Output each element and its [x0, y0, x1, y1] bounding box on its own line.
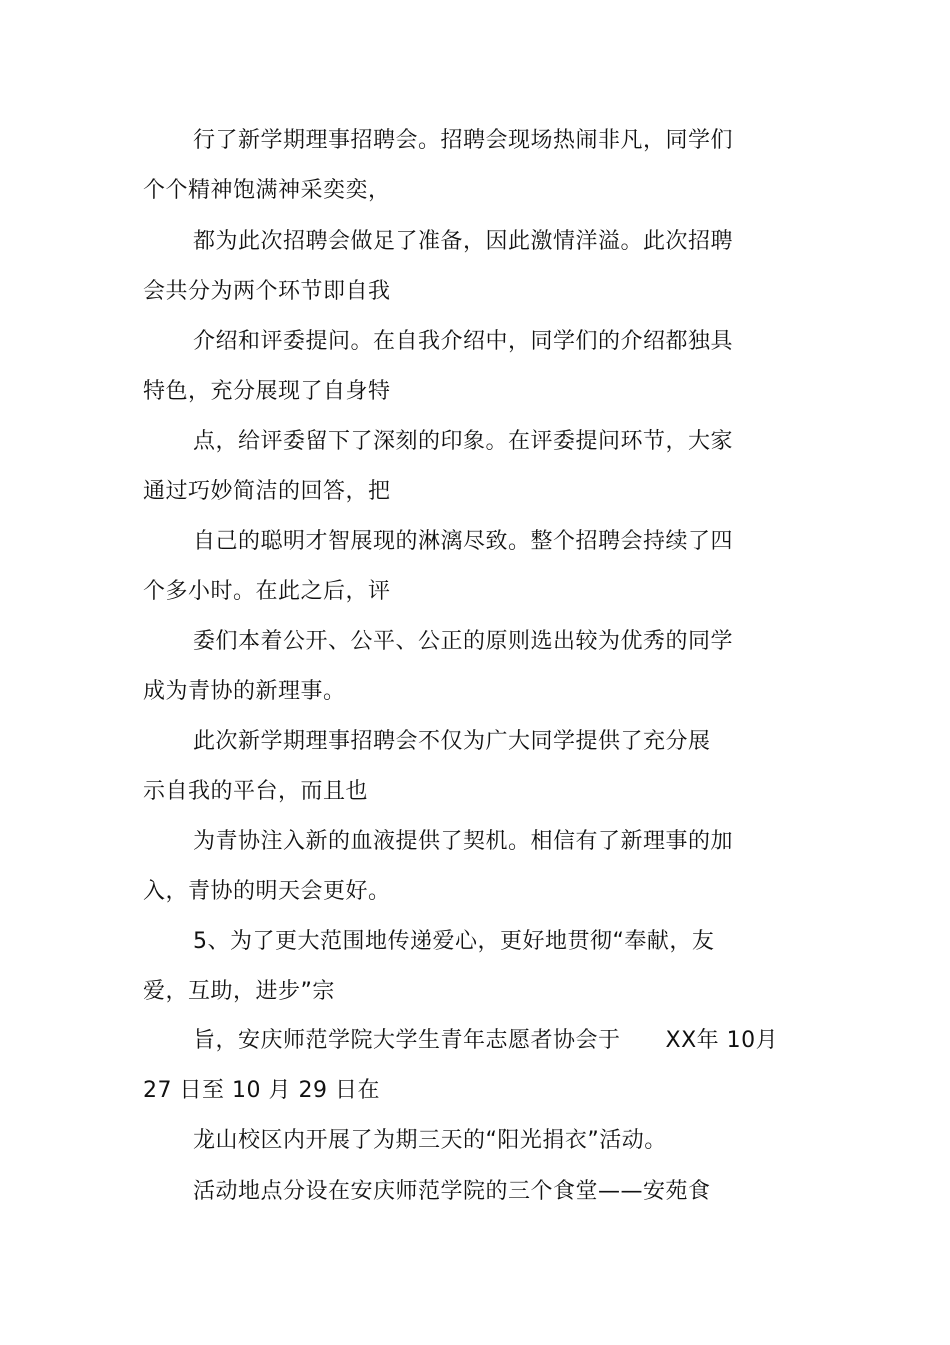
- text-line: 龙山校区内开展了为期三天的“阳光捐衣”活动。: [193, 1128, 667, 1153]
- text-line: 通过巧妙简洁的回答，把: [143, 479, 391, 504]
- text-line: 行了新学期理事招聘会。招聘会现场热闹非凡，同学们: [193, 128, 734, 153]
- text-line: 入，青协的明天会更好。: [143, 879, 391, 904]
- text-line: 成为青协的新理事。: [143, 679, 346, 704]
- text-line: 个多小时。在此之后，评: [143, 579, 391, 604]
- text-line: 此次新学期理事招聘会不仅为广大同学提供了充分展: [193, 729, 711, 754]
- text-line: 委们本着公开、公平、公正的原则选出较为优秀的同学: [193, 629, 734, 654]
- text-line: 自己的聪明才智展现的淋漓尽致。整个招聘会持续了四: [193, 529, 734, 554]
- text-line: 旨，安庆师范学院大学生青年志愿者协会于 XX年 10月: [193, 1028, 779, 1053]
- text-line: 5、为了更大范围地传递爱心，更好地贯彻“奉献，友: [193, 929, 715, 954]
- text-line: 个个精神饱满神采奕奕，: [143, 178, 391, 203]
- text-line: 爱，互助，进步”宗: [143, 979, 335, 1004]
- text-line: 介绍和评委提问。在自我介绍中，同学们的介绍都独具: [193, 329, 734, 354]
- text-line: 活动地点分设在安庆师范学院的三个食堂——安苑食: [193, 1179, 711, 1204]
- text-line: 27 日至 10 月 29 日在: [143, 1078, 380, 1103]
- text-line: 特色，充分展现了自身特: [143, 379, 391, 404]
- text-line: 点，给评委留下了深刻的印象。在评委提问环节，大家: [193, 429, 734, 454]
- text-line: 示自我的平台，而且也: [143, 779, 369, 804]
- text-line: 为青协注入新的血液提供了契机。相信有了新理事的加: [193, 829, 734, 854]
- text-line: 会共分为两个环节即自我: [143, 279, 391, 304]
- text-line: 都为此次招聘会做足了准备，因此激情洋溢。此次招聘: [193, 229, 734, 254]
